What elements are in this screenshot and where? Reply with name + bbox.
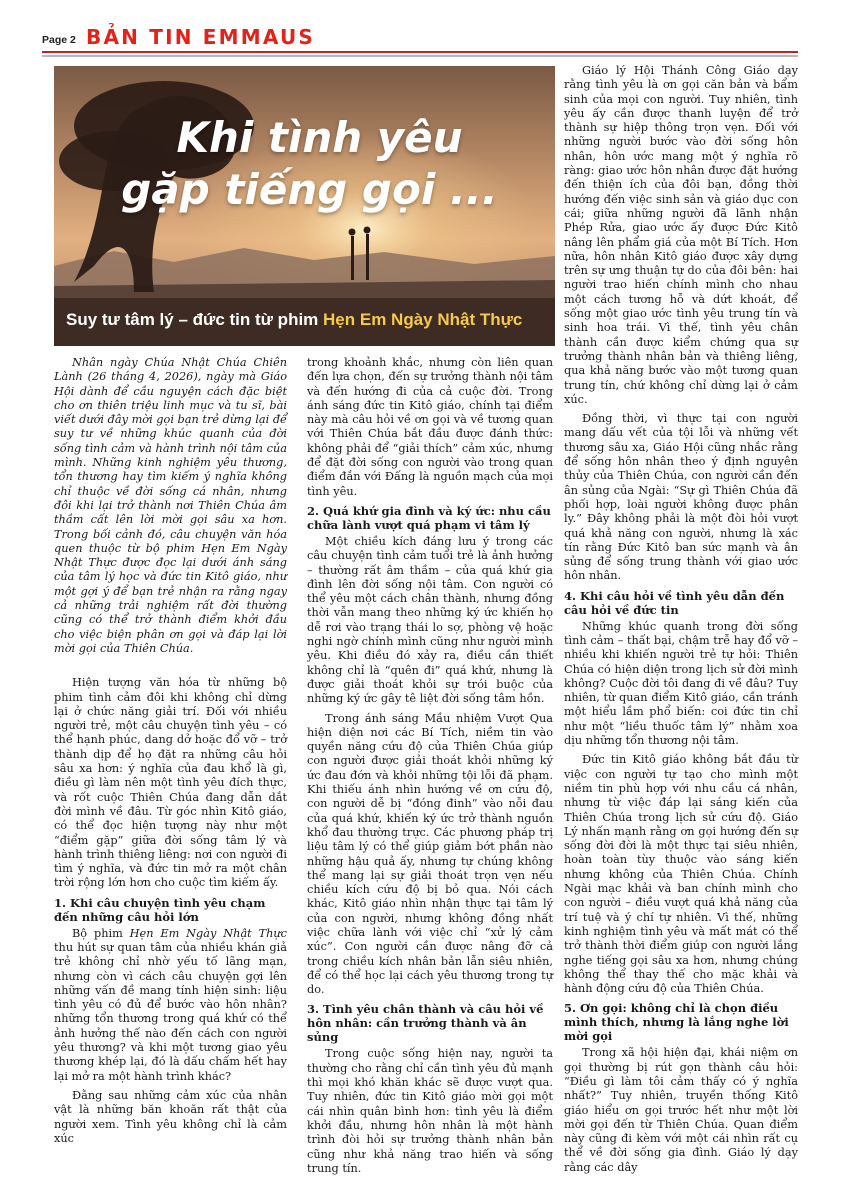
header-rule-red: [42, 51, 798, 53]
hero-image: [54, 66, 555, 346]
intro-paragraph: Nhân ngày Chúa Nhật Chúa Chiên Lành (26 tháng 4, 2026), ngày mà Giáo Hội dành để cầu nguyện cách đặc biệt cho ơn thiên triệu linh mục và tu sĩ, bài viết dưới đây mời gọi bạn trẻ dừng lại để suy tư về những khúc quanh của đời sống tình cảm và hành trình nội tâm của mình. Những kinh nghiệm yêu thương, tổn thương hay tìm kiếm ý nghĩa không chỉ thuộc về đời sống cá nhân, nhưng đôi khi lại trở thành nơi Thiên Chúa âm thầm cất lên lời mời gọi sâu xa hơn. Trong bối cảnh đó, câu chuyện văn hóa quen thuộc từ bộ phim Hẹn Em Ngày Nhật Thực được đọc lại dưới ánh sáng của tâm lý học và đức tin Kitô giáo, như một gợi ý để bạn trẻ nhận ra rằng ngay cả những trải nghiệm rất đời thường cũng có thể trở thành điểm khởi đầu cho việc biện phân ơn gọi và đáp lại lời mời gọi của Thiên Chúa.: [54, 356, 287, 655]
hero-caption-film: Hẹn Em Ngày Nhật Thực: [323, 310, 523, 329]
section-heading-3: 3. Tình yêu chân thành và câu hỏi về hôn nhân: cần trưởng thành và ân sủng: [307, 1002, 544, 1045]
paragraph: Đằng sau những cảm xúc của nhân vật là những băn khoăn rất thật của người xem. Tình yêu không chỉ là cảm xúc: [54, 1088, 287, 1145]
article-intro: [54, 356, 287, 656]
paragraph: Trong xã hội hiện đại, khái niệm ơn gọi thường bị rút gọn thành câu hỏi: “Điều gì làm tôi cảm thấy có ý nghĩa nhất?” Tuy nhiên, truyền thống Kitô giáo hiểu ơn gọi trước hết như một lời mời gọi đến từ Thiên Chúa. Quan điểm này cũng đi kèm với một cái nhìn rất cụ thể về đời sống gia đình. Giáo lý dạy rằng các dây: [564, 1046, 798, 1174]
paragraph: Đồng thời, vì thực tại con người mang dấu vết của tội lỗi và những vết thương sâu xa, Giáo Hội cũng nhắc rằng để sống hôn nhân theo ý định nguyên thủy của Thiên Chúa, con người cần đến ân sủng của Ngài: “Sự gì Thiên Chúa đã phối hợp, loài người không được phân ly.” Đây không phải là một đòi hỏi vượt quá khả năng con người, nhưng là xác tín rằng Đức Kitô ban sức mạnh và ân sủng để sống trung thành với giao ước hôn nhân.: [564, 412, 798, 583]
hero-title-line2: gặp tiếng gọi ...: [121, 165, 498, 214]
paragraph: Những khúc quanh trong đời sống tình cảm – thất bại, chậm trễ hay đổ vỡ – nhiều khi khiến người trẻ tự hỏi: Thiên Chúa có hiện diện trong lịch sử đời mình không? Cuộc đời tôi đang đi về đâu? Tuy nhiên, từ quan điểm Kitô giáo, cần tránh một hiểu lầm phổ biến: coi đức tin chỉ như một “liều thuốc tâm lý” nhằm xoa dịu những tổn thương nội tâm.: [564, 619, 798, 748]
page-number: Page 2: [42, 34, 76, 46]
paragraph: Hiện tượng văn hóa từ những bộ phim tình cảm đôi khi không chỉ dừng lại ở chức năng giải trí. Đối với nhiều người trẻ, một câu chuyện tình yêu – có thể hạnh phúc, dang dở hoặc đổ vỡ – trở thành dịp để họ đặt ra những câu hỏi sâu xa hơn: ý nghĩa của đau khổ là gì, điều gì làm nên một tình yêu đích thực, và rốt cuộc Thiên Chúa đang dẫn dắt đời mình về đâu. Từ góc nhìn Kitô giáo, có thể đọc hiện tượng này như một “điểm gặp” giữa đời sống tâm lý và hành trình thiêng liêng: nơi con người đi tìm ý nghĩa, và đức tin mở ra một chân trời rộng lớn hơn cho cuộc tìm kiếm ấy.: [54, 676, 287, 890]
article-column-2: [307, 356, 553, 1181]
section-heading-5: 5. Ơn gọi: không chỉ là chọn điều mình thích, nhưng là lắng nghe lời mời gọi: [564, 1001, 789, 1044]
paragraph: trong khoảnh khắc, nhưng còn liên quan đến lựa chọn, đến sự trưởng thành nội tâm và đến hướng đi của cả cuộc đời. Trong ánh sáng đức tin Kitô giáo, chính tại điểm này mà câu hỏi về ơn gọi và về tương quan với Thiên Chúa bắt đầu được đánh thức: không phải để “giải thích” cảm xúc, nhưng để đặt đời sống con người vào trong quan điểm đắn với Đấng là nguồn mạch của mọi tình yêu.: [307, 356, 553, 498]
hero-caption: [66, 310, 522, 330]
section-heading-4: 4. Khi câu hỏi về tình yêu dẫn đến câu hỏi về đức tin: [564, 588, 785, 617]
section-heading-1: 1. Khi câu chuyện tình yêu chạm đến những câu hỏi lớn: [54, 895, 266, 924]
article-column-1: [54, 356, 287, 1151]
paragraph: Trong ánh sáng Mầu nhiệm Vượt Qua hiện diện nơi các Bí Tích, niềm tin vào quyền năng cứu độ của Thiên Chúa giúp con người được giải thoát khỏi những ký ức đau đớn và khỏi những tội lỗi đã phạm. Khi thiếu ánh nhìn hướng về ơn cứu độ, con người dễ bị “đóng đinh” vào nỗi đau của quá khứ, khiến ký ức trở thành nguồn khổ đau thường trực. Các phương pháp trị liệu tâm lý có thể giúp giảm bớt phần nào những hậu quả ấy, nhưng tự chúng không thể mang lại sự giải thoát trọn vẹn nếu chiều kích cứu độ bị bỏ qua. Nói cách khác, Kitô giáo nhìn nhận thực tại tâm lý của con người, nhưng không đồng nhất việc chữa lành với việc chỉ “xử lý cảm xúc”. Con người cần được nâng đỡ cả trong chiều kích nhân bản lẫn siêu nhiên, để có thể học lại cách yêu thương trong tự do.: [307, 711, 553, 997]
hero-title-line1: Khi tình yêu: [176, 113, 463, 162]
hero-caption-prefix: Suy tư tâm lý – đức tin từ phim: [66, 310, 324, 329]
paragraph: Một chiều kích đáng lưu ý trong các câu chuyện tình cảm tuổi trẻ là ảnh hưởng – thường rất âm thầm – của quá khứ gia đình lên đời sống nội tâm. Con người có thể yêu một cách chân thành, nhưng đồng thời vẫn mang theo những ký ức khiến họ dễ rơi vào trạng thái lo sợ, phòng vệ hoặc nghi ngờ chính mình cũng như người mình yêu. Khi điều đó xảy ra, điều cần thiết không chỉ là “quên đi” quá khứ, nhưng là được giải thoát khỏi sự trói buộc của những ký ức gây tê liệt đời sống tâm hồn.: [307, 534, 553, 706]
hero-title: [54, 112, 555, 216]
article-column-3: [564, 64, 798, 1180]
header-rule-gray: [42, 55, 798, 57]
film-title: Hẹn Em Ngày Nhật Thực: [129, 926, 287, 940]
text-run: thu hút sự quan tâm của nhiều khán giả trẻ không chỉ nhờ yếu tố lãng mạn, nhưng còn vì cách câu chuyện gợi lên những vấn đề mang tính hiện sinh: liệu tình yêu có đủ để bước vào hôn nhân? những tổn thương trong quá khứ có thể ảnh hưởng thế nào đến cách con người yêu thương? và khi một tương giao yêu thương khép lại, đó là dấu chấm hết hay lại mở ra một hành trình khác?: [54, 940, 287, 1083]
text-run: Bộ phim: [72, 926, 130, 940]
paragraph: Giáo lý Hội Thánh Công Giáo dạy rằng tình yêu là ơn gọi căn bản và bẩm sinh của mọi con người. Tuy nhiên, tình yêu ấy cần được thanh luyện để trở thành sự hiệp thông trọn vẹn. Đối với những người bước vào đời sống hôn nhân, hôn ước mang một ý nghĩa rõ ràng: giao ước hôn nhân được đặt hướng đến thiện ích của đôi bạn, đồng thời hướng đến việc sinh sản và giáo dục con cái; giữa những người đã lãnh nhận Phép Rửa, giao ước ấy được Đức Kitô nâng lên phẩm giá của một Bí Tích. Hơn nữa, hôn nhân Kitô giáo được xây dựng trên sự ưng thuận tự do của đôi bên: hai người trao hiến chính mình cho nhau một cách tương hỗ và dứt khoát, để sống một giao ước tình yêu trung tín và sinh hoa trái. Vì thế, tình yêu chân thành cần được kiểm chứng qua sự trưởng thành nhân bản và thiêng liêng, qua khả năng bước vào một tương quan trung tín, chứ không chỉ dừng lại ở cảm xúc.: [564, 64, 798, 406]
paragraph: Đức tin Kitô giáo không bắt đầu từ việc con người tự tạo cho mình một niềm tin phù hợp với nhu cầu cá nhân, nhưng từ việc đáp lại sáng kiến của Thiên Chúa trong lịch sử cứu độ. Giáo Lý nhấn mạnh rằng ơn gọi hướng đến sự sống đời đời là một thực tại siêu nhiên, hoàn toàn tùy thuộc vào sáng kiến nhưng không của Thiên Chúa. Chính Ngài mạc khải và ban chính mình cho con người – điều vượt quá khả năng của trí tuệ và ý chí tự nhiên. Vì thế, những kinh nghiệm tình yêu và mất mát có thể trở thành thời điểm giúp con người lắng nghe tiếng gọi sâu xa hơn, nhưng chúng không thể thay thế cho mặc khải và hành động cứu độ của Thiên Chúa.: [564, 753, 798, 996]
publication-title: BẢN TIN EMMAUS: [86, 25, 315, 49]
paragraph: Trong cuộc sống hiện nay, người ta thường cho rằng chỉ cần tình yêu đủ mạnh thì mọi khó khăn khác sẽ được vượt qua. Tuy nhiên, đức tin Kitô giáo mời gọi một cái nhìn quân bình hơn: tình yêu là điểm khởi đầu, nhưng hôn nhân là một hành trình đòi hỏi sự trưởng thành nhân bản cũng như khả năng trao hiến và sống trung tín.: [307, 1047, 553, 1175]
paragraph: [54, 927, 287, 1084]
section-heading-2: 2. Quá khứ gia đình và ký ức: nhu cầu chữa lành vượt quá phạm vi tâm lý: [307, 503, 551, 532]
hero-caption-bar: [54, 298, 555, 346]
